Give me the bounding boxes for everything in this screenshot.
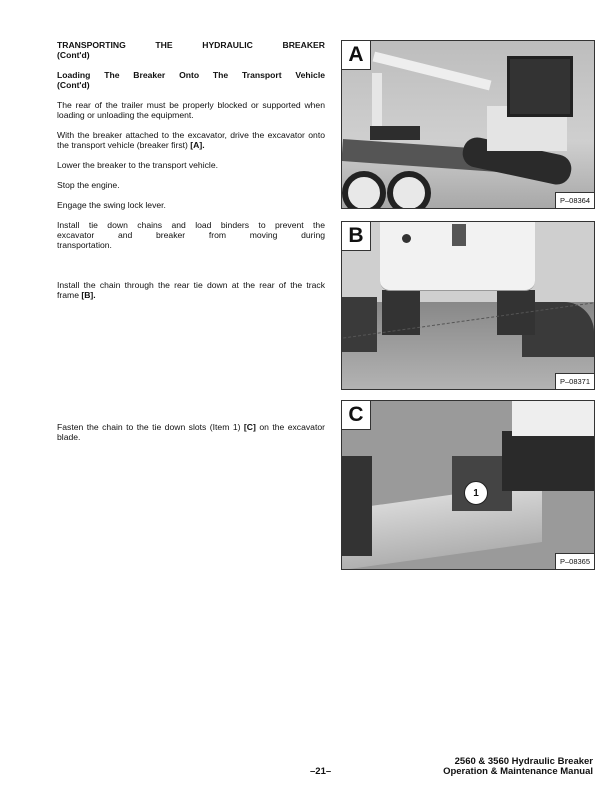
text-column: [57, 40, 325, 452]
figure-a-photo: [341, 40, 595, 209]
paragraph: The rear of the trailer must be properly blocked or supported when loading or unloading the equipment.: [57, 100, 325, 120]
subsection-title: Loading The Breaker Onto The Transport Vehicle (Cont'd): [57, 70, 325, 90]
hydraulic-breaker: [370, 126, 420, 140]
excavator-cab: [507, 56, 573, 117]
excavator-track: [502, 431, 594, 491]
paragraph: Install tie down chains and load binders to prevent the excavator and breaker from moving during transportation.: [57, 220, 325, 250]
excavator-arm: [372, 73, 382, 133]
figure-code: P–08364: [555, 192, 594, 208]
figure-label: A: [342, 41, 371, 70]
rear-light: [402, 234, 411, 243]
paragraph: Engage the swing lock lever.: [57, 200, 166, 210]
excavator-body: [512, 401, 594, 436]
figure-c-photo: [341, 400, 595, 570]
figure-ref: [C]: [243, 422, 256, 432]
section-title: TRANSPORTING THE HYDRAULIC BREAKER (Cont'd): [57, 40, 325, 60]
excavator-boom: [373, 52, 492, 91]
trailer-deck: [342, 482, 542, 570]
paragraph: With the breaker attached to the excavator, drive the excavator onto the transport vehicle (breaker first) [A].: [57, 130, 325, 150]
rear-light: [452, 224, 466, 246]
figure-label: B: [342, 222, 371, 251]
trailer-wheel: [342, 171, 386, 209]
figure-code: P–08371: [555, 373, 594, 389]
figure-label: C: [342, 401, 371, 430]
trailer-post: [342, 456, 372, 556]
paragraph: Lower the breaker to the transport vehicle.: [57, 160, 218, 170]
trailer-wheel: [387, 171, 431, 209]
figure-b-photo: [341, 221, 595, 390]
figure-ref: [A].: [190, 140, 205, 150]
paragraph: Install the chain through the rear tie down at the rear of the track frame [B].: [57, 280, 325, 300]
page-number: –21–: [310, 766, 332, 777]
paragraph: Stop the engine.: [57, 180, 120, 190]
manual-title: 2560 & 3560 Hydraulic Breaker Operation & Maintenance Manual: [443, 756, 593, 777]
paragraph: Fasten the chain to the tie down slots (Item 1) [C] on the excavator blade.: [57, 422, 325, 442]
figure-ref: [B].: [81, 290, 96, 300]
trailer-fender: [342, 297, 377, 352]
callout-item-1: 1: [464, 481, 488, 505]
figure-code: P–08365: [555, 553, 594, 569]
